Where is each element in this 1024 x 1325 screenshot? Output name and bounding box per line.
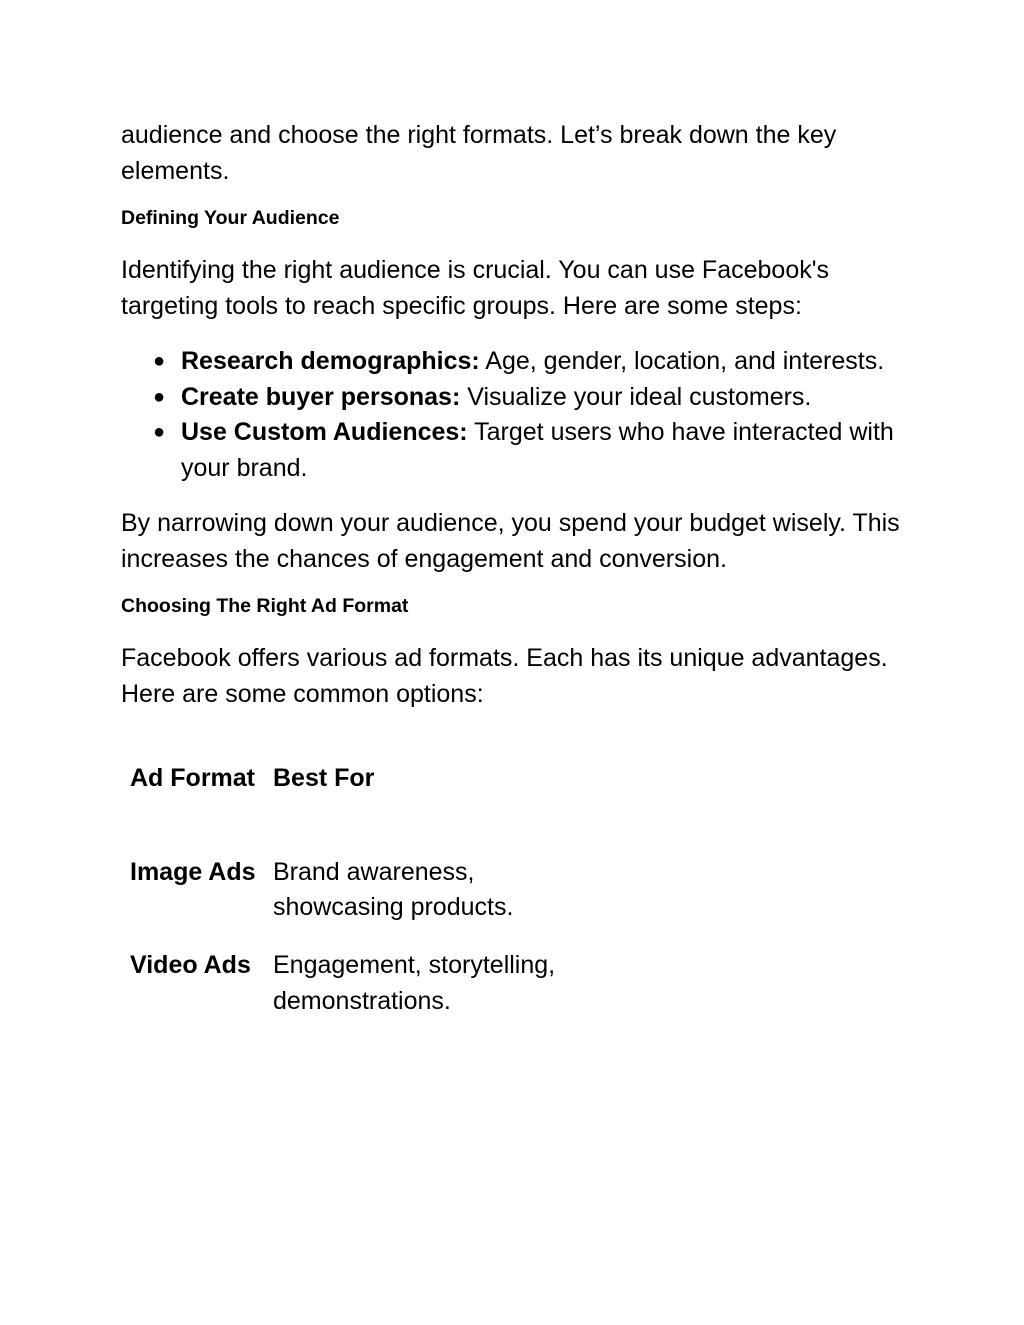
table-cell-format: Image Ads — [130, 857, 256, 886]
list-item-term: Research demographics: — [181, 347, 480, 375]
table-cell-best-for: Engagement, storytelling, demonstrations. — [273, 951, 556, 1015]
list-item-text: Visualize your ideal customers. — [460, 382, 812, 411]
bullet-icon: ● — [153, 385, 166, 408]
bullet-icon: ● — [153, 350, 166, 372]
table-row — [121, 855, 593, 949]
table-header-row — [121, 761, 593, 855]
table-header-best-for: Best For — [273, 764, 375, 792]
list-item-term: Create buyer personas: — [181, 382, 461, 411]
table-row — [121, 948, 593, 1019]
document-page — [121, 118, 911, 1019]
audience-steps-list — [121, 344, 911, 486]
list-item-text: Age, gender, location, and interests. — [479, 347, 885, 375]
table-cell-best-for: Brand awareness, showcasing products. — [273, 857, 514, 921]
audience-closing-paragraph: By narrowing down your audience, you spend your budget wisely. This increases the chances of engagement and conversion. — [121, 509, 900, 573]
intro-paragraph: audience and choose the right formats. Let’s break down the key elements. — [121, 121, 837, 185]
section-heading-audience: Defining Your Audience — [121, 207, 340, 229]
list-item — [121, 380, 911, 416]
table-cell-format: Video Ads — [130, 951, 251, 979]
list-item-text: Target users who have interacted with your brand. — [181, 418, 894, 482]
ad-format-paragraph: Facebook offers various ad formats. Each has its unique advantages. Here are some common options: — [121, 644, 888, 708]
list-item-term: Use Custom Audiences: — [181, 418, 468, 446]
audience-paragraph: Identifying the right audience is crucial. You can use Facebook's targeting tools to reach specific groups. Here are some steps: — [121, 256, 829, 320]
table-header-format: Ad Format — [130, 764, 255, 792]
section-heading-ad-format: Choosing The Right Ad Format — [121, 595, 409, 617]
list-item — [121, 415, 911, 486]
bullet-icon: ● — [153, 421, 166, 443]
list-item — [121, 344, 911, 380]
ad-format-table — [121, 761, 593, 1019]
